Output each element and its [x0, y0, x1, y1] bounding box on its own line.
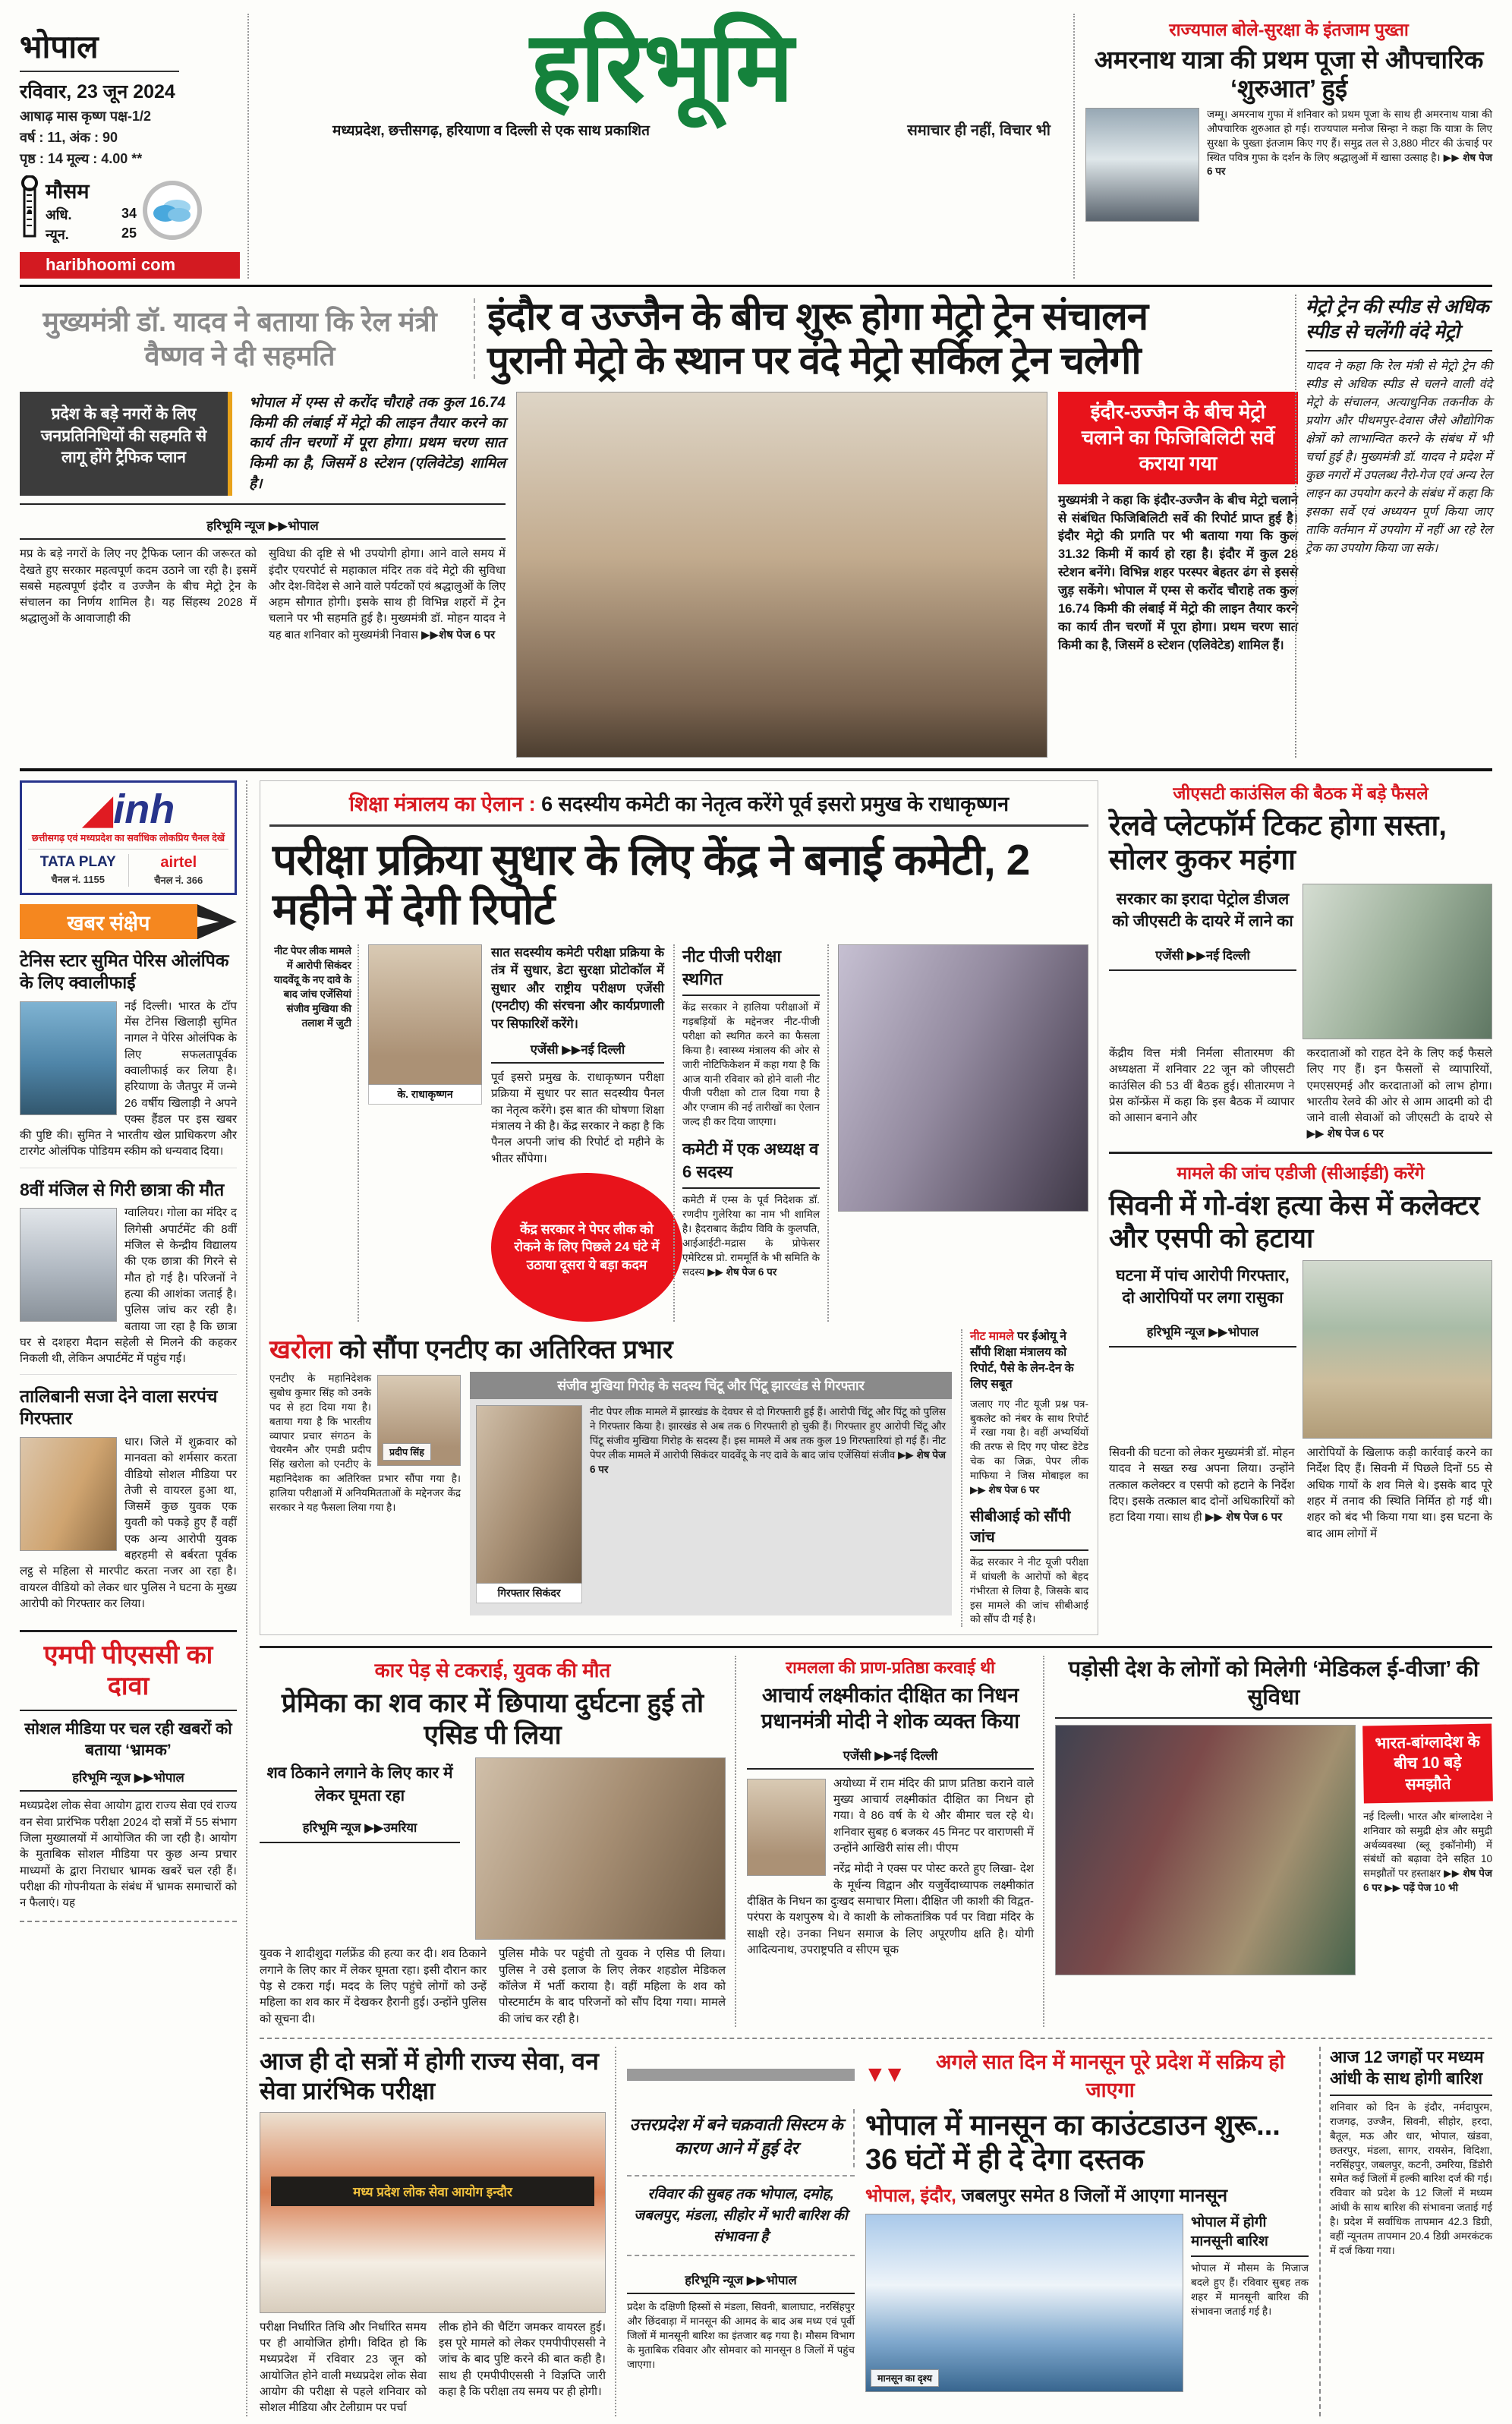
radhakrishnan-photo — [368, 944, 482, 1085]
committee-jump[interactable]: ▶▶ शेष पेज 6 पर — [707, 1266, 777, 1278]
left-rail — [20, 780, 247, 2416]
min-temp-value: 25 — [121, 225, 137, 241]
news-brief-banner — [20, 904, 237, 939]
paper-leak-bubble: केंद्र सरकार ने पेपर लीक को रोकने के लिए पिछले 24 घंटे में उठाया दूसरा ये बड़ा कदम — [491, 1173, 682, 1322]
pradeep-singh-caption: प्रदीप सिंह — [383, 1443, 431, 1461]
monsoon-body: प्रदेश के दक्षिणी हिस्सों से मंडला, सिवनी, बालाघाट, नरसिंहपुर और छिंदवाड़ा में मानसून की आमद के बाद अब मध्य एवं पूर्वी जिलों में मानसूनी बारिश का इंतजार बढ़ गया है। मौसम विभाग के मुताबिक रविवार और सोमवार को मानसून 8 जिलों में पहुंच जाएगा। — [627, 2301, 855, 2370]
seoni-body-col1: सिवनी की घटना को लेकर मुख्यमंत्री डॉ. मोहन यादव ने सख्त रुख अपना लिया। उन्होंने तत्काल कलेक्टर व एसपी को हटाने के निर्देश दिए। इसके तत्काल बाद दोनों अधिकारियों को हटा दिया गया। साथ ही ▶▶ शेष पेज 6 पर — [1109, 1446, 1295, 1524]
gst-subhead-column — [1109, 884, 1303, 1039]
story-seoni — [1109, 1152, 1492, 1542]
arrest-jump[interactable]: ▶▶ शेष पेज 6 पर — [590, 1448, 946, 1475]
seoni-headline: सिवनी में गो-वंश हत्या केस में कलेक्टर और एसपी को हटाया — [1109, 1189, 1480, 1253]
car-body-col2: पुलिस मौके पर पहुंची तो युवक ने एसिड पी लिया। पुलिस ने उसे इलाज के लिए लेकर शहडोल मेडिकल कॉलेज में भर्ती कराया है। वहीं महिला के शव को पोस्टमार्टम के बाद परिजनों को सौंप दिया गया। मामले की जांच कर रही है। — [499, 1947, 726, 2025]
exam-kicker — [269, 789, 1088, 827]
amarnath-jump[interactable]: ▶▶ शेष पेज 6 पर — [1207, 151, 1492, 178]
evisa-right-column — [1356, 1725, 1492, 1975]
monsoon-side-column — [1183, 2214, 1309, 2392]
brief-title: टेनिस स्टार सुमित पेरिस ओलंपिक के लिए क्वालीफाई — [20, 950, 229, 992]
right-rail — [1109, 780, 1492, 1635]
gst-jump[interactable]: ▶▶ शेष पेज 6 पर — [1306, 1127, 1384, 1141]
metro-lead: भोपाल में एम्स से करोंद चौराहे तक कुल 16.74 किमी की लंबाई में मेट्रो की लाइन तैयार करने का कार्य तीन चरणों में पूरा होगा। प्रथम चरण सात किमी का है, जिसमें 8 स्टेशन (एलिवेटेड) शामिल है। — [249, 395, 506, 492]
neet-pg-title: नीट पीजी परीक्षा स्थगित — [682, 944, 820, 996]
exam-headline: परीक्षा प्रक्रिया सुधार के लिए केंद्र ने बनाई कमेटी, 2 महीने में देगी रिपोर्ट — [272, 836, 1030, 934]
neet-pg-column — [673, 944, 829, 1322]
state-exam-body-col2: लीक होने की चैटिंग जमकर वायरल हुई। इस पूरे मामले को लेकर एमपीपीएससी ने जांच के बाद पुष्टि करने की बात कही है। साथ ही एमपीपीएससी ने विज्ञप्ति जारी कहा है कि परीक्षा तय समय पर ही होगी। — [439, 2320, 606, 2399]
survey-box-title: इंदौर-उज्जैन के बीच मेट्रो चलाने का फिजिबिलिटी सर्वे कराया गया — [1058, 392, 1298, 484]
mppsc-subhead: सोशल मीडिया पर चल रही खबरों को बताया ‘भ्रामक’ — [20, 1710, 237, 1762]
committee-members-title: कमेटी में एक अध्यक्ष व 6 सदस्य — [682, 1137, 820, 1189]
tata-play-logo: TATA PLAY — [39, 854, 116, 871]
seoni-jump[interactable]: ▶▶ शेष पेज 6 पर — [1205, 1511, 1283, 1524]
acharya-photo — [747, 1779, 826, 1876]
kharola-headline: खरोला को सौंपा एनटीए का अतिरिक्त प्रभार — [269, 1335, 673, 1364]
metro-headline-line1: इंदौर व उज्जैन के बीच शुरू होगा मेट्रो ट्रेन संचालन — [487, 295, 1148, 338]
acharya-headline: आचार्य लक्ष्मीकांत दीक्षित का निधन प्रधानमंत्री मोदी ने शोक व्यक्त किया — [761, 1684, 1020, 1733]
neet-probe-note: नीट पेपर लीक मामले में आरोपी सिकंदर यादवेंदू के नए दावे के बाद जांच एजेंसियां संजीव मुखिया की तलाश में जुटी — [269, 944, 359, 1322]
min-temp-label: न्यून. — [46, 227, 69, 242]
metro-highlight-box: प्रदेश के बड़े नगरों के लिए जनप्रतिनिधियों की सहमति से लागू होंगे ट्रैफिक प्लान — [20, 392, 232, 496]
seoni-kicker: मामले की जांच एडीजी (सीआईडी) करेंगे — [1177, 1162, 1425, 1183]
monsoon-subhead: भोपाल, इंदौर, जबलपुर समेत 8 जिलों में आएगा मानसून — [865, 2186, 1228, 2207]
airtel-cell — [128, 854, 229, 887]
airtel-logo: airtel — [160, 854, 197, 872]
eou-cbi-column — [961, 1329, 1088, 1627]
edition-city: भोपाल — [20, 24, 179, 72]
car-byline: हरिभूमि न्यूज ▶▶उमरिया — [260, 1816, 460, 1843]
eou-body: जलाए गए नीट यूजी प्रश्न पत्र-बुकलेट को नंबर के साथ रिपोर्ट में रखा गया है। वहीं अभ्यर्थियों की तरफ से दिए गए पोस्ट डेटेड चेक का जिक्र, पेपर लीक माफिया ने जिस मोबाइल का ▶▶ शेष पेज 6 पर — [970, 1398, 1088, 1496]
seoni-subhead-column — [1109, 1260, 1303, 1439]
masthead-center — [247, 14, 1073, 279]
seoni-river-photo — [1303, 1260, 1492, 1439]
acharya-byline: एजेंसी ▶▶नई दिल्ली — [747, 1742, 1034, 1770]
car-body-col1: युवक ने शादीशुदा गर्लफ्रेंड की हत्या कर दी। शव ठिकाने लगाने के लिए कार में लेकर घूमता रहा। इसी दौरान कार पेड़ से टकरा गई। मदद के लिए पहुंचे लोगों को उन्हें महिला का शव कार में देखकर हैरानी हुई। उन्होंने पुलिस को सूचना दी। — [260, 1947, 487, 2025]
brief-story-tennis — [20, 950, 237, 1168]
brief-title: 8वीं मंजिल से गिरी छात्रा की मौत — [20, 1179, 225, 1199]
rain-forecast-title: आज 12 जगहों पर मध्यम आंधी के साथ होगी बारिश — [1330, 2047, 1492, 2096]
agreements-box: भारत-बांग्लादेश के बीच 10 बड़े समझौते — [1362, 1723, 1493, 1803]
publish-line: मध्यप्रदेश, छत्तीसगढ़, हरियाणा व दिल्ली से एक साथ प्रकाशित — [332, 122, 650, 139]
story-mppsc-claim — [20, 1630, 237, 1921]
exam-kicker-text: 6 सदस्यीय कमेटी का नेतृत्व करेंगे पूर्व इसरो प्रमुख के राधाकृष्णन — [535, 793, 1010, 816]
monsoon-kicker: अगले सात दिन में मानसून पूरे प्रदेश में सक्रिय हो जाएगा — [935, 2050, 1285, 2101]
evisa-jump2[interactable]: ▶▶ पढ़ें पेज 10 भी — [1384, 1882, 1458, 1894]
mppsc-byline: हरिभूमि न्यूज ▶▶भोपाल — [20, 1764, 237, 1792]
car-subhead: शव ठिकाने लगाने के लिए कार में लेकर घूमता रहा — [266, 1764, 453, 1805]
mppsc-body: मध्यप्रदेश लोक सेवा आयोग द्वारा राज्य सेवा एवं राज्य वन सेवा प्रारंभिक परीक्षा 2024 दो सत्रों में 55 संभाग जिला मुख्यालयों में आयोजित की जा रही है। आयोग के मुताबिक सोशल मीडिया पर कुछ अन्य प्रचार माध्यमों के द्वारा निराधार भ्रामक खबरें चल रही हैं। परीक्षा की गोपनीयता के संबंध में भ्रामक समाचारों को न फैलाएं। यह — [20, 1799, 237, 1910]
metro-survey-box — [1058, 392, 1298, 758]
monsoon-photo-caption: मानसून का दृश्य — [871, 2369, 939, 2387]
kharola-text-column — [269, 1372, 461, 1615]
car-headline: प्रेमिका का शव कार में छिपाया दुर्घटना हुई तो एसिड पी लिया — [281, 1688, 704, 1751]
metro-body-col2: सुविधा की दृष्टि से भी उपयोगी होगा। आने वाले समय में इंदौर एयरपोर्ट से महाकाल मंदिर तक वंदे मेट्रो की सुविधा और देश-विदेश से आने वाले पर्यटकों एवं श्रद्धालुओं के लिए अहम सौगात होगी। इसके साथ ही विभिन्न शहरों में ट्रेन चलाने पर भी सहमति हुई है। मुख्यमंत्री डॉ. मोहन यादव ने यह बात शनिवार को मुख्यमंत्री निवास ▶▶शेष पेज 6 पर — [269, 547, 506, 641]
brief-body: ग्वालियर। गोला का मंदिर द लिगेसी अपार्टमेंट की 8वीं मंजिल से केन्द्रीय विद्यालय की एक छात्रा की गिरने से मौत हो गई है। परिजनों ने हत्या की आशंका जताई है। पुलिस जांच कर रही है। बताया जा रहा है कि छात्रा घर से दशहरा मैदान सहेली से मिलने की कहकर निकली थी, लेकिन अपार्टमेंट में पहुंच गई। — [20, 1206, 237, 1366]
website-bar[interactable]: haribhoomi com — [20, 252, 240, 279]
india-bangladesh-photo — [1055, 1725, 1356, 1975]
state-exam-headline: आज ही दो सत्रों में होगी राज्य सेवा, वन सेवा प्रारंभिक परीक्षा — [260, 2047, 599, 2104]
thermometer-icon — [20, 175, 39, 244]
brief-story-sarpanch — [20, 1385, 237, 1619]
max-temp-label: अधि. — [46, 207, 72, 222]
viral-video-photo — [20, 1437, 117, 1551]
story-kharola — [269, 1329, 952, 1627]
evisa-body: नई दिल्ली। भारत और बांग्लादेश ने शनिवार को समुद्री क्षेत्र और समुद्री अर्थव्यवस्था (ब्लू इकॉनोमी) में संबंधों को बढ़ावा देने सहित 10 समझौतों पर हस्ताक्षर ▶▶ शेष पेज 6 पर ▶▶ पढ़ें पेज 10 भी — [1363, 1810, 1492, 1894]
max-temp-value: 34 — [121, 206, 137, 221]
weather-title: मौसम — [46, 180, 90, 203]
exam-main-column — [491, 944, 664, 1322]
cm-meeting-photo — [516, 392, 1047, 758]
vande-metro-column — [1295, 295, 1492, 758]
metro-jump[interactable]: ▶▶शेष पेज 6 पर — [421, 628, 496, 641]
eou-title: नीट मामले पर ईओयू ने सौंपी शिक्षा मंत्रालय को रिपोर्ट, पैसे के लेन-देन के लिए सबूत — [970, 1329, 1074, 1391]
car-scene-photo — [475, 1757, 726, 1940]
masthead-taglines — [249, 118, 1073, 140]
mppsc-signboard: मध्य प्रदेश लोक सेवा आयोग इन्दौर — [271, 2177, 595, 2206]
amarnath-body: जम्मू। अमरनाथ गुफा में शनिवार को प्रथम पूजा के साथ ही अमरनाथ यात्रा की औपचारिक शुरुआत हो गई। राज्यपाल मनोज सिन्हा ने कहा कि यात्रा के लिए सुरक्षा के पुख्ता इंतजाम किए गए हैं। समुद्र तल से 3,880 मीटर की ऊंचाई पर स्थित पवित्र गुफा के दर्शन के लिए श्रद्धालुओं में खासा उत्साह है। ▶▶ शेष पेज 6 पर — [1207, 108, 1492, 178]
monsoon-side-title: भोपाल में होगी मानसूनी बारिश — [1191, 2214, 1309, 2256]
kicker-bar-decoration — [627, 2069, 855, 2081]
mppsc-building-photo — [260, 2112, 606, 2313]
chevron-down-icon: ▼▼ — [864, 2062, 903, 2088]
inh-logo: ◢inh — [81, 786, 175, 833]
cloud-icon — [143, 181, 202, 240]
brief-story-student — [20, 1179, 237, 1376]
inh-channel-ad[interactable] — [20, 780, 237, 895]
sikandar-figure — [476, 1405, 582, 1603]
acharya-kicker: रामलला की प्राण-प्रतिष्ठा करवाई थी — [786, 1658, 995, 1678]
exam-byline: एजेंसी ▶▶नई दिल्ली — [491, 1036, 664, 1064]
issue-line: वर्ष : 11, अंक : 90 — [20, 130, 118, 145]
cbi-body: केंद्र सरकार ने नीट यूजी परीक्षा में धांधली के आरोपों को बेहद गंभीरता से लिया है, जिसके बाद इस मामले की जांच सीबीआई को सौंप दी गई है। — [970, 1556, 1088, 1625]
panchang-line: आषाढ़ मास कृष्ण पक्ष-1/2 — [20, 109, 151, 124]
gst-kicker: जीएसटी काउंसिल की बैठक में बड़े फैसले — [1173, 783, 1429, 804]
amarnath-headline: अमरनाथ यात्रा की प्रथम पूजा से औपचारिक ‘शुरुआत’ हुई — [1094, 46, 1484, 102]
acharya-body-block — [747, 1776, 1034, 1958]
sikandar-photo — [476, 1405, 582, 1584]
car-subhead-column — [260, 1757, 466, 1940]
rain-forecast-body: शनिवार को दिन के इंदौर, नर्मदापुरम, राजगढ़, उज्जैन, सिवनी, सीहोर, हरदा, बैतूल, मऊ और धार, भोपाल, खंडवा, छतरपुर, मंडला, सागर, रायसेन, विदिशा, नरसिंहपुर, जबलपुर, कटनी, उमरिया, डिंडोरी समेत कई जिलों में हल्की बारिश दर्ज की गई। रविवार को प्रदेश के 12 जिलों में मध्यम आंधी के साथ बारिश की संभावना जताई गई है। प्रदेश में सर्वाधिक तापमान 42.3 डिग्री, वहीं न्यूनतम तापमान 20.4 डिग्री अमरकंटक में दर्ज किया गया। — [1330, 2101, 1492, 2256]
evisa-jump1[interactable]: ▶▶ शेष पेज 6 पर — [1363, 1868, 1492, 1894]
eou-jump[interactable]: ▶▶ शेष पेज 6 पर — [970, 1483, 1040, 1496]
acharya-body-col1: अयोध्या में राम मंदिर की प्राण प्रतिष्ठा कराने वाले मुख्य आचार्य लक्ष्मीकांत दीक्षित का निधन हो गया। वे 86 वर्ष के थे और बीमार चल रहे थे। शनिवार सुबह 6 बजकर 45 मिनट पर वाराणसी में उन्होंने आखिरी सांस ली। पीएम — [833, 1776, 1034, 1855]
newspaper-logo: हरिभूमि — [530, 13, 792, 121]
monsoon-kicker-band — [627, 2047, 1309, 2103]
seoni-byline: हरिभूमि न्यूज ▶▶भोपाल — [1109, 1320, 1296, 1348]
gst-subhead: सरकार का इरादा पेट्रोल डीजल को जीएसटी के दायरे में लाने का — [1112, 890, 1293, 931]
seoni-body-col2: आरोपियों के खिलाफ कड़ी कार्रवाई करने का निर्देश दिए हैं। सिवनी में पिछले दिनों 55 से अधिक गायों के शव मिले थे। इसके बाद पूरे शहर में तनाव की स्थिति निर्मित हो गई थी। शहर को बंद भी किया गया था। इस घटना के बाद आम लोगों में — [1306, 1446, 1492, 1540]
weather-readings — [46, 176, 137, 244]
apartment-photo — [20, 1208, 117, 1322]
committee-members-body: कमेटी में एम्स के पूर्व निदेशक डॉ. रणदीप गुलेरिया का नाम भी शामिल है। हैदराबाद केंद्रीय विवि के कुलपति, आईआईटी-मद्रास के प्रोफेसर एमेरिटस प्रो. राममूर्ति के भी समिति के सदस्य ▶▶ शेष पेज 6 पर — [682, 1194, 820, 1278]
gst-headline: रेलवे प्लेटफॉर्म टिकट होगा सस्ता, सोलर कुकर महंगा — [1109, 810, 1447, 877]
arrest-bar-title: संजीव मुखिया गिरोह के सदस्य चिंटू और पिंटू झारखंड से गिरफ्तार — [470, 1372, 952, 1399]
brief-body: धार। जिले में शुक्रवार को मानवता को शर्मसार करता वीडियो सोशल मीडिया पर तेजी से वायरल हुआ था, जिसमें कुछ युवक एक युवती को पकड़े हुए हैं वहीं एक अन्य आरोपी युवक बहरहमी से बर्बरता पूर्वक लट्ठ से महिला से मारपीट करता नजर आ रहा है। वायरल वीडियो को लेकर धार पुलिस ने घटना के मुख्य आरोपी को गिरफ्तार कर लिया। — [20, 1435, 237, 1610]
exam-lead: सात सदस्यीय कमेटी परीक्षा प्रक्रिया के तंत्र में सुधार, डेटा सुरक्षा प्रोटोकॉल में सुधार और राष्ट्रीय परीक्षण एजेंसी (एनटीए) की संरचना और कार्यप्रणाली पर सिफारिशें करेंगे। — [491, 946, 664, 1031]
cbi-title: सीबीआई को सौंपी जांच — [970, 1505, 1088, 1551]
kharola-name: खरोला — [269, 1335, 332, 1364]
vande-body: यादव ने कहा कि रेल मंत्री से मेट्रो ट्रेन की स्पीड से अधिक स्पीड से चलने वाली वंदे मेट्रो के संचालन, अत्याधुनिक तकनीक के प्रयोग और पीथमपुर-देवास जैसे औद्योगिक क्षेत्रों को लाभान्वित करने के संबंध में भी चर्चा हुई है। मुख्यमंत्री डॉ. यादव ने प्रदेश में कुछ नगरों में उपलब्ध नैरो-गेज एवं अन्य रेल लाइन का उपयोग करने के संबंध में कहा कि इसका सर्वे एवं अध्ययन पूर्ण किया जाए ताकि वर्तमान में उपयोग में नहीं आ रहे रेल ट्रेक का उपयोग किया जा सके। — [1306, 360, 1492, 555]
news-brief-title: खबर संक्षेप — [20, 904, 197, 939]
story-evisa — [1055, 1656, 1492, 2026]
monsoon-headline: भोपाल में मानसून का काउंटडाउन शुरू... 36 घंटों में ही दे देगा दस्तक — [865, 2109, 1280, 2176]
amarnath-kicker: राज्यपाल बोले-सुरक्षा के इंतजाम पुख्ता — [1169, 20, 1409, 39]
story-metro — [20, 287, 1492, 771]
acharya-body-col2: नरेंद्र मोदी ने एक्स पर पोस्ट करते हुए लिखा- देश के मूर्धन्य विद्वान और यजुर्वेदाध्यापक लक्ष्मीकांत दीक्षित के निधन का दुःखद समाचार मिला। दीक्षित जी काशी की विद्वत-परंपरा के यशपुरुष थे। वे काशी के लोकतांत्रिक पर्व पर विद्या मंदिर के साक्षी रहे। उनका निधन समाज के लिए अपूरणीय क्षति है। योगी आदित्यनाथ, उपराष्ट्रपति व सीएम चूक — [747, 1862, 1034, 1956]
amarnath-photo — [1085, 108, 1199, 222]
arrest-body: नीट पेपर लीक मामले में झारखंड के देवघर से दो गिरफ्तारी हुई हैं। आरोपी चिंटू और पिंटू को पुलिस ने गिरफ्तार किया है। झारखंड से अब तक 6 गिरफ्तारी हो चुकी हैं। गिरफ्तार हुए आरोपी चिंटू और पिंटू संजीव मुखिया गिरोह के सदस्य हैं। इस मामले में अब तक कुल 19 गिरफ्तारियां हो गई हैं। नीट पेपर लीक मामले में आरोपी सिकंदर यादवेंदू के नए दावे के बाद जांच एजेंसियां संजीव ▶▶ शेष पेज 6 पर — [590, 1405, 946, 1475]
story-state-exam — [260, 2047, 616, 2416]
inh-tagline: छत्तीसगढ़ एवं मध्यप्रदेश का सर्वाधिक लोकप्रिय चैनल देखें — [31, 833, 225, 844]
evisa-headline: पड़ोसी देश के लोगों को मिलेगी ‘मेडिकल ई-वीजा’ की सुविधा — [1055, 1656, 1492, 1719]
vande-title: मेट्रो ट्रेन की स्पीड से अधिक स्पीड से चलेंगी वंदे मेट्रो — [1306, 295, 1492, 351]
monsoon-side-body: भोपाल में मौसम के मिजाज बदले हुए हैं। रविवार सुबह तक शहर में मानसूनी बारिश की संभावना जताई गई है। — [1191, 2262, 1309, 2317]
story-acharya — [747, 1656, 1044, 2026]
metro-main — [20, 295, 1298, 758]
exam-kicker-label: शिक्षा मंत्रालय का ऐलान : — [348, 793, 536, 816]
metro-body-col1: मप्र के बड़े नगरों के लिए नए ट्रैफिक प्लान की जरूरत को देखते हुए सरकार महत्वपूर्ण कदम उठाने जा रही है। इसमें सबसे महत्वपूर्ण इंदौर व उज्जैन के बीच मेट्रो ट्रेन के संचालन का निर्णय शामिल है। यह सिंहस्थ 2028 में श्रद्धालुओं के आवाजाही की — [20, 547, 257, 626]
protest-photo — [838, 944, 1088, 1212]
survey-box-body: मुख्यमंत्री ने कहा कि इंदौर-उज्जैन के बीच मेट्रो चलाने से संबंधित फिजिबिलिटी सर्वे की रिपोर्ट प्राप्त हुई है। इंदौर मेट्रो की प्रगति पर भी बताया गया कि कुल 31.32 किमी में कार्य हो रहा है। इंदौर में कुल 28 स्टेशन बनेंगे। विभिन्न शहर परस्पर बेहतर ढंग से इससे जुड़ सकेंगे। भोपाल में एम्स से करोंद चौराहे तक कुल 16.74 किमी की लंबाई में मेट्रो की लाइन तैयार करने का कार्य तीन चरणों में पूरा होगा। प्रथम चरण सात किमी का है, जिसमें 8 स्टेशन (एलिवेटेड) शामिल हैं। — [1058, 493, 1298, 653]
monsoon-sky-photo — [865, 2214, 1183, 2392]
story-car-accident — [260, 1656, 736, 2026]
banner-arrow-icon — [197, 904, 237, 939]
story-rain-forecast — [1319, 2047, 1492, 2416]
exam-body: पूर्व इसरो प्रमुख के. राधाकृष्णन परीक्षा प्रक्रिया में सुधार पर सात सदस्यीय पैनल का नेतृत्व करेंगे। इस बात की घोषणा शिक्षा मंत्रालय ने की है। केंद्र सरकार ने कहा है कि पैनल अपनी जांच की रिपोर्ट दो महीने के भीतर सौंपेगा। — [491, 1071, 664, 1165]
mppsc-title: एमपी पीएससी का दावा — [43, 1641, 213, 1701]
story-exam-committee — [260, 780, 1098, 1635]
radhakrishnan-figure — [368, 944, 482, 1322]
metro-deck: मुख्यमंत्री डॉ. यादव ने बताया कि रेल मंत्री वैष्णव ने दी सहमति — [20, 298, 475, 379]
metro-left-column — [20, 392, 506, 758]
pradeep-singh-photo — [377, 1375, 461, 1466]
gst-council-photo — [1303, 884, 1492, 1039]
gst-body-col1: केंद्रीय वित्त मंत्री निर्मला सीतारमण की अध्यक्षता में शनिवार 22 जून को जीएसटी काउंसिल की 53 वीं बैठक हुई। सीतारमण ने प्रेस कॉन्फ्रेंस में कहा कि इस बैठक में व्यापार को आसान बनाने और — [1109, 1046, 1295, 1125]
monsoon-note-delay: उत्तरप्रदेश में बने चक्रवाती सिस्टम के कारण आने में हुई देर — [627, 2109, 855, 2168]
gst-byline: एजेंसी ▶▶नई दिल्ली — [1109, 944, 1296, 971]
inh-spark-icon: ◢ — [81, 786, 114, 833]
neet-pg-body: केंद्र सरकार ने हालिया परीक्षाओं में गड़बड़ियों के मद्देनजर नीट-पीजी परीक्षा को स्थगित करने का फैसला किया है। स्वास्थ्य मंत्रालय की ओर से जारी नोटिफिकेशन में कहा गया है कि आज यानी रविवार को होने वाली नीट पीजी परीक्षा को टाल दिया गया है और एग्जाम की नई तारीखों का ऐलान जल्द ही कर दिया जाएगा। — [682, 1001, 820, 1128]
masthead — [20, 14, 1492, 287]
kharola-body: एनटीए के महानिदेशक सुबोध कुमार सिंह को उनके पद से हटा दिया गया है। बताया गया है कि भारतीय व्यापार प्रचार संगठन के चेयरमैन और एमडी प्रदीप सिंह खरोला को एनटीए के महानिदेशक का अतिरिक्त प्रभार सौंपा गया है। हालिया परीक्षाओं में अनियमितताओं के मद्देनजर केंद्र सरकार ने यह फैसला लिया गया है। — [269, 1372, 461, 1513]
seoni-subhead: घटना में पांच आरोपी गिरफ्तार, दो आरोपियों पर लगा रासुका — [1116, 1267, 1290, 1307]
arrest-story-box — [470, 1372, 952, 1615]
gst-body-col2: करदाताओं को राहत देने के लिए कई फैसले लिए गए हैं। इन फैसलों से व्यापारियों, एमएसएमई और करदाताओं को लाभ होगा। भारतीय रेलवे की ओर से आम आदमी को दी जाने वाली सेवाओं को जीएसटी के दायरे से ▶▶ शेष पेज 6 पर — [1306, 1046, 1492, 1141]
monsoon-note-rain: रविवार की सुबह तक भोपाल, दमोह, जबलपुर, मंडला, सीहोर में भारी बारिश की संभावना है — [627, 2175, 855, 2256]
airtel-channel: चैनल नं. 366 — [154, 875, 203, 887]
story-amarnath — [1073, 14, 1492, 279]
metro-headline-line2: पुरानी मेट्रो के स्थान पर वंदे मेट्रो सर्किल ट्रेन चलेगी — [487, 339, 1141, 383]
sikandar-caption: गिरफ्तार सिकंदर — [476, 1584, 582, 1603]
pages-price-line: पृष्ठ : 14 मूल्य : 4.00 ** — [20, 151, 143, 166]
story-monsoon — [627, 2047, 1309, 2416]
monsoon-byline: हरिभूमि न्यूज ▶▶भोपाल — [627, 2267, 855, 2294]
tennis-player-photo — [20, 1001, 117, 1115]
car-kicker: कार पेड़ से टकराई, युवक की मौत — [374, 1659, 611, 1682]
story-gst — [1109, 780, 1492, 1142]
brief-body: नई दिल्ली। भारत के टॉप मेंस टेनिस खिलाड़ी सुमित नागल ने पेरिस ओलंपिक के लिए सफलतापूर्वक क्वालीफाई कर लिया है। हरियाणा के जैतपुर में जन्मे 26 वर्षीय खिलाड़ी ने अपने एक्स हैंडल पर इस खबर की पुष्टि की। सुमित ने भारतीय खेल प्राधिकरण और टारगेट ओलंपिक पोडियम स्कीम को धन्यवाद दिया। — [20, 999, 237, 1158]
edition-date: रविवार, 23 जून 2024 — [20, 81, 175, 102]
tata-play-channel: चैनल नं. 1155 — [51, 874, 106, 886]
metro-headline — [487, 295, 1148, 383]
weather-widget — [20, 175, 247, 244]
metro-byline: हरिभूमि न्यूज ▶▶भोपाल — [20, 512, 506, 540]
masthead-left — [20, 14, 247, 279]
tata-play-cell — [28, 854, 128, 887]
monsoon-main-column — [865, 2109, 1309, 2393]
brief-title: तालिबानी सजा देने वाला सरपंच गिरफ्तार — [20, 1386, 218, 1429]
radhakrishnan-caption: के. राधाकृष्णन — [368, 1085, 482, 1105]
slogan: समाचार ही नहीं, विचार भी — [907, 121, 1051, 139]
monsoon-notes-column — [627, 2109, 855, 2393]
state-exam-body-col1: परीक्षा निर्धारित तिथि और निर्धारित समय पर ही आयोजित होगी। विदित हो कि मध्यप्रदेश में रविवार 23 जून को आयोजित होने वाली मध्यप्रदेश लोक सेवा आयोग की परीक्षा से पहले शनिवार को सोशल मीडिया और टेलीग्राम पर पर्चा — [260, 2320, 427, 2415]
